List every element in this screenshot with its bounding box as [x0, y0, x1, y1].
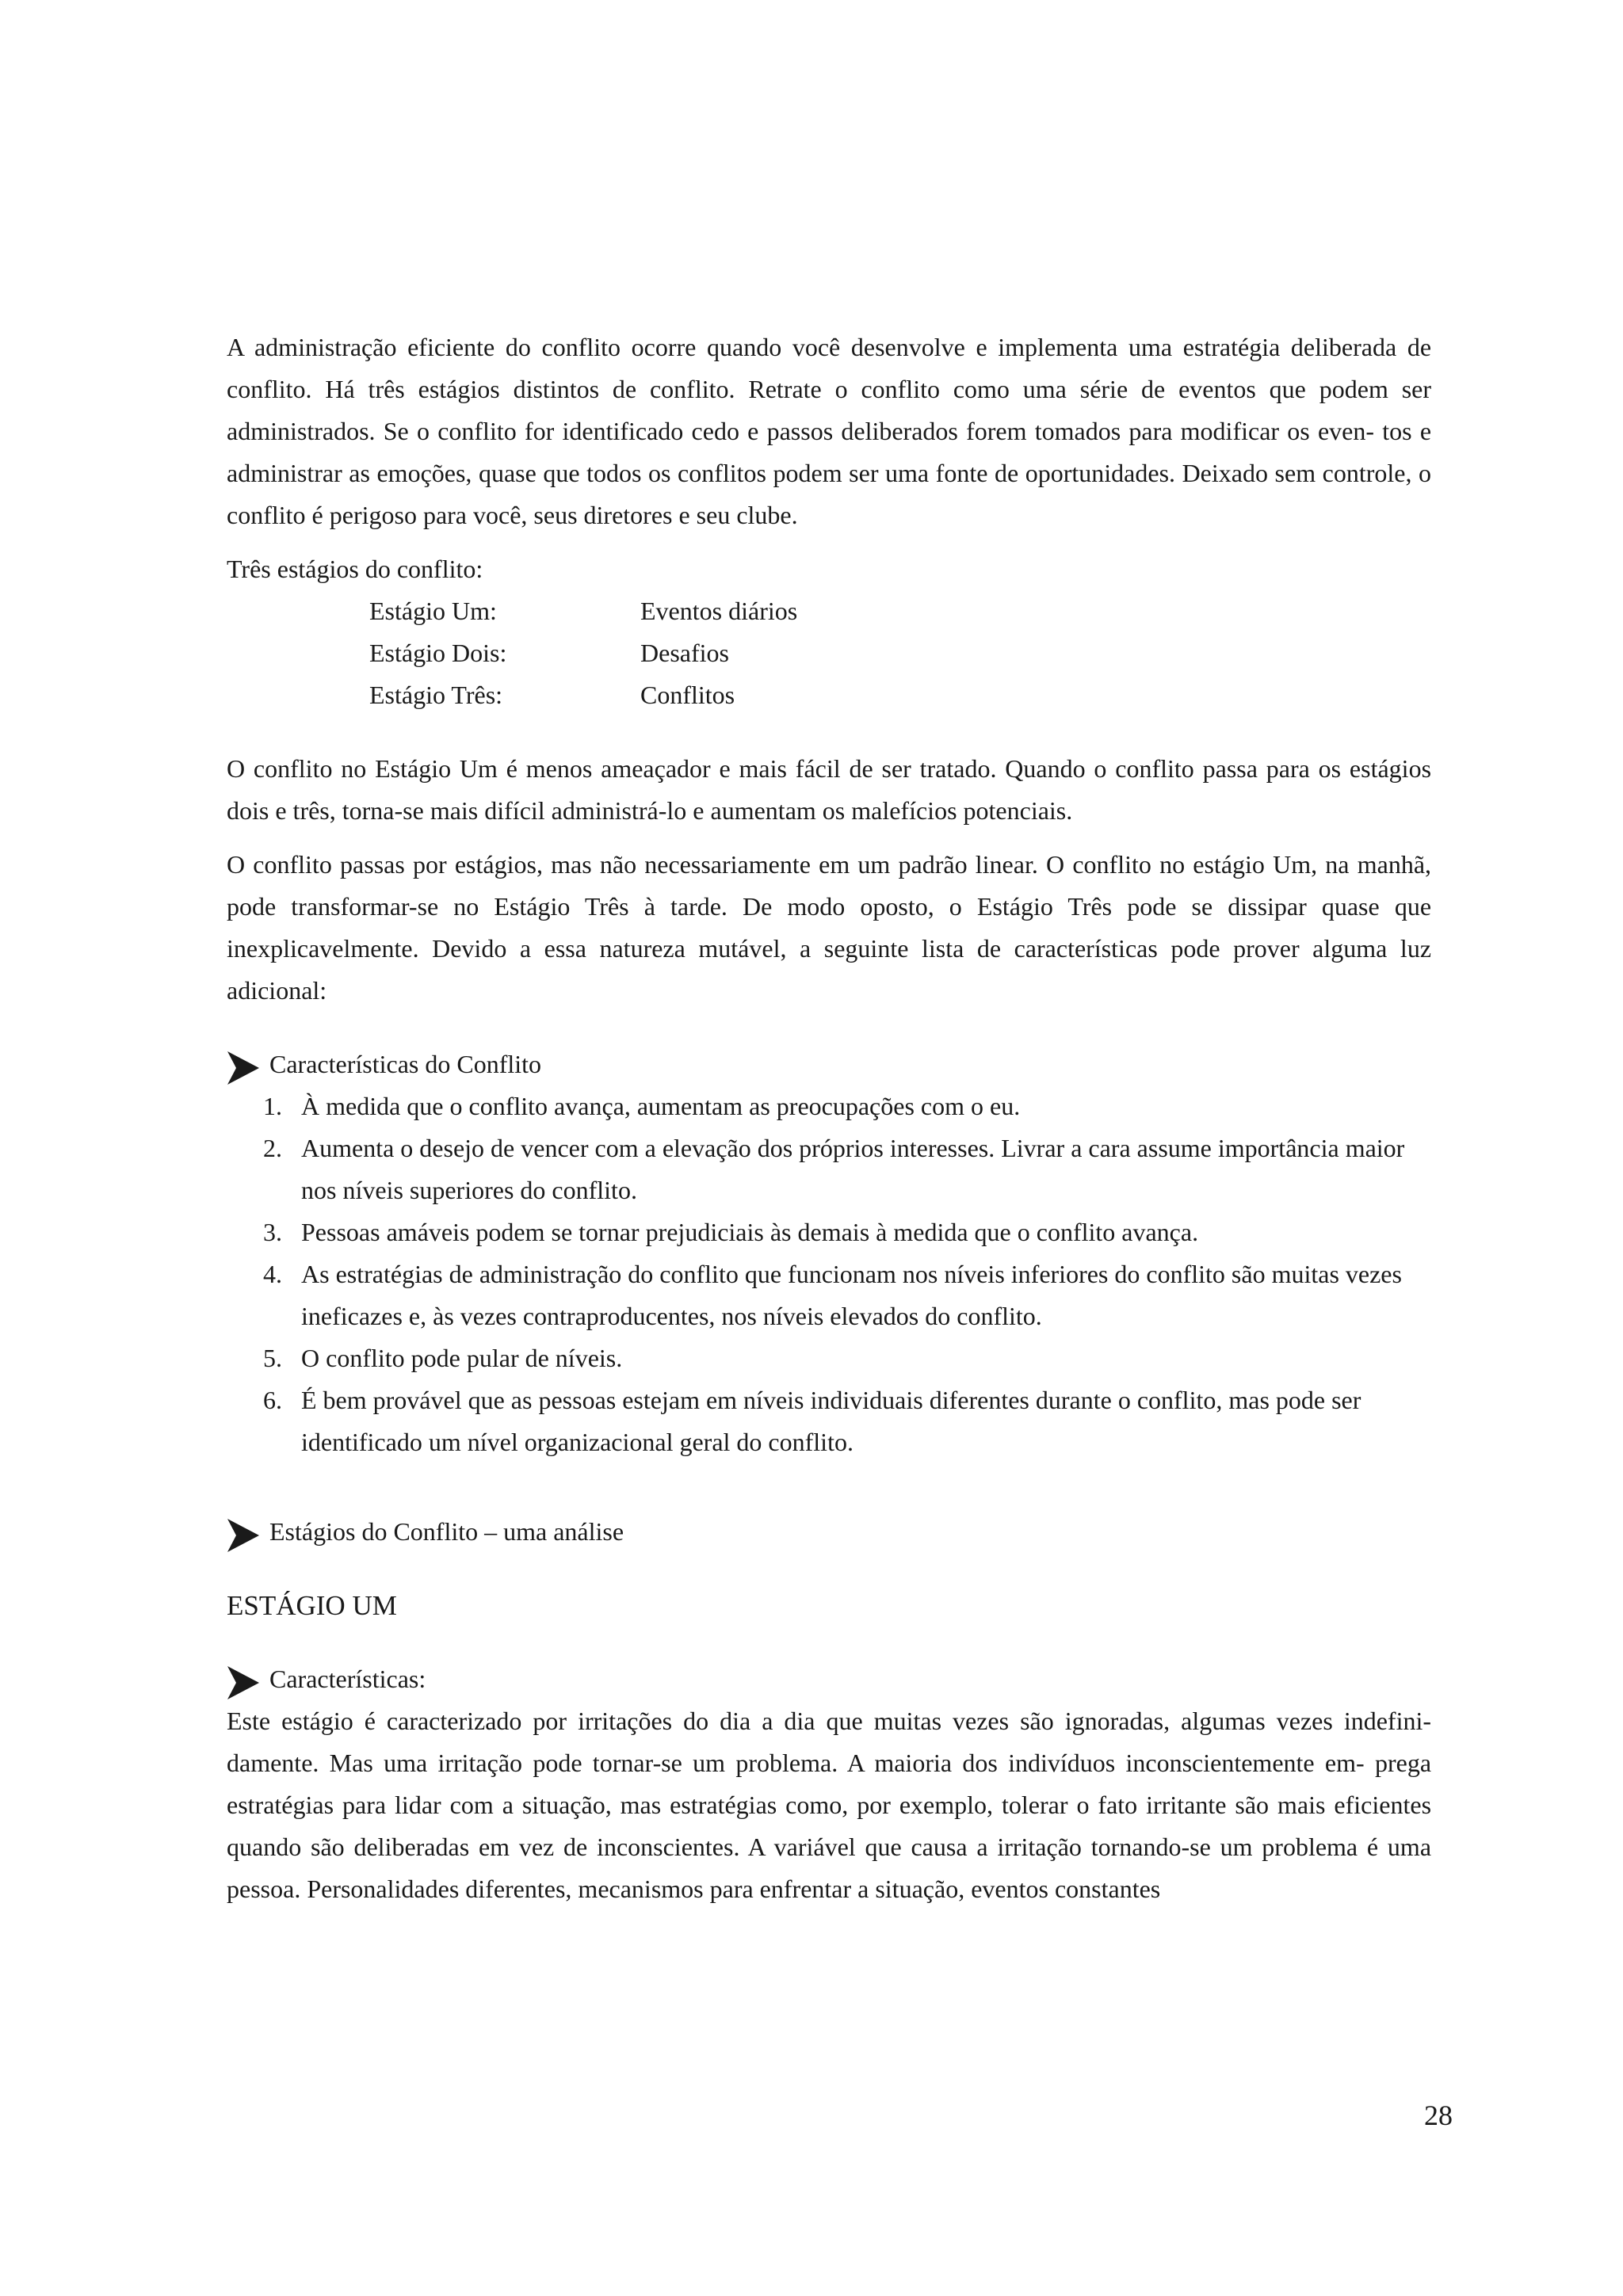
arrow-bullet-icon	[227, 1665, 260, 1700]
intro-paragraph	[227, 326, 1431, 536]
text-line: luz adicional:	[227, 934, 1432, 1005]
text-line: estágios dois e três, torna-se mais difícil administrá-lo e aumentam os malefícios potenciais.	[227, 754, 1432, 825]
text-line: O conflito no Estágio Um é menos ameaçador e mais fácil de ser tratado. Quando o conflito passa para os	[227, 754, 1342, 783]
list-text	[301, 1337, 1431, 1379]
stage-value: Conflitos	[640, 681, 735, 709]
text-line: damente. Mas uma irritação pode tornar-se um problema. A maioria dos indivíduos inconscientemente em-	[227, 1749, 1365, 1777]
stage-row	[369, 674, 1431, 716]
list-number: 1.	[263, 1092, 282, 1120]
text-line: que inexplicavelmente. Devido a essa natureza mutável, a seguinte lista de características pode prover alguma	[227, 892, 1432, 963]
text-line: À medida que o conflito avança, aumentam as preocupações com o eu.	[301, 1092, 1021, 1120]
heading-features	[227, 1658, 1431, 1700]
list-item	[263, 1379, 1431, 1463]
stage-value: Desafios	[640, 639, 729, 667]
text-line: sem controle, o conflito é perigoso para você, seus diretores e seu clube.	[227, 459, 1432, 529]
list-number: 2.	[263, 1134, 282, 1162]
stage-label: Estágio Um:	[369, 597, 497, 625]
text-line: A administração eficiente do conflito ocorre quando você desenvolve e implementa uma estratégia deliberada	[227, 333, 1397, 361]
text-line: administrados. Se o conflito for identificado cedo e passos deliberados forem tomados para modificar os even-	[227, 417, 1375, 445]
heading-text: Características:	[269, 1665, 426, 1693]
list-item	[263, 1127, 1431, 1211]
text-line: problema é uma pessoa. Personalidades diferentes, mecanismos para enfrentar a situação, eventos constantes	[227, 1833, 1432, 1903]
list-text	[301, 1127, 1431, 1211]
stages-table	[369, 590, 1431, 716]
stage-row	[369, 590, 1431, 632]
text-line: Pessoas amáveis podem se tornar prejudiciais às demais à medida que o conflito avança.	[301, 1218, 1199, 1246]
section-title: ESTÁGIO UM	[227, 1590, 397, 1621]
list-number: 6.	[263, 1386, 282, 1414]
stages-intro: Três estágios do conflito:	[227, 555, 483, 583]
stage-label: Estágio Três:	[369, 681, 503, 709]
text-line: vezes ineficazes e, às vezes contraproducentes, nos níveis elevados do conflito.	[301, 1260, 1402, 1330]
stage-row	[369, 632, 1431, 674]
text-line: identificado um nível organizacional geral do conflito.	[301, 1428, 854, 1456]
heading-stages-analysis	[227, 1511, 1431, 1553]
text-line: É bem provável que as pessoas estejam em níveis individuais diferentes durante o conflito, mas pode ser	[301, 1386, 1361, 1414]
list-item	[263, 1337, 1431, 1379]
list-item	[263, 1085, 1431, 1127]
list-item	[263, 1253, 1431, 1337]
text-line: maior nos níveis superiores do conflito.	[301, 1134, 1405, 1204]
list-text	[301, 1379, 1431, 1463]
text-line: O conflito pode pular de níveis.	[301, 1344, 623, 1372]
text-line: Aumenta o desejo de vencer com a elevação dos próprios interesses. Livrar a cara assume importância	[301, 1134, 1339, 1162]
list-text	[301, 1085, 1431, 1127]
heading-text: Características do Conflito	[269, 1050, 542, 1078]
page-content	[227, 326, 1431, 1910]
list-number: 4.	[263, 1260, 282, 1288]
arrow-bullet-icon	[227, 1518, 260, 1553]
text-line: Este estágio é caracterizado por irritações do dia a dia que muitas vezes são ignoradas, algumas vezes indefini-	[227, 1707, 1431, 1735]
page-number: 28	[1424, 2100, 1453, 2131]
paragraph-4	[227, 1700, 1431, 1910]
arrow-bullet-icon	[227, 1051, 260, 1085]
characteristics-list	[227, 1085, 1431, 1463]
stage-label: Estágio Dois:	[369, 639, 507, 667]
text-line: prega estratégias para lidar com a situação, mas estratégias como, por exemplo, tolerar o fato irritante são mais	[227, 1749, 1432, 1819]
list-text	[301, 1253, 1431, 1337]
list-number: 5.	[263, 1344, 282, 1372]
list-text	[301, 1211, 1431, 1253]
list-number: 3.	[263, 1218, 282, 1246]
heading-text: Estágios do Conflito – uma análise	[269, 1517, 624, 1546]
text-line: de conflito. Há três estágios distintos de conflito. Retrate o conflito como uma série de eventos que podem ser	[227, 333, 1432, 403]
paragraph-2	[227, 748, 1431, 832]
text-line: tos e administrar as emoções, quase que todos os conflitos podem ser uma fonte de oportunidades. Deixado	[227, 417, 1432, 487]
list-item	[263, 1211, 1431, 1253]
text-line: As estratégias de administração do conflito que funcionam nos níveis inferiores do conflito são muitas	[301, 1260, 1339, 1288]
text-line: eficientes quando são deliberadas em vez de inconscientes. A variável que causa a irritação tornando-se um	[227, 1791, 1432, 1861]
text-line: manhã, pode transformar-se no Estágio Três à tarde. De modo oposto, o Estágio Três pode se dissipar quase	[227, 850, 1432, 921]
text-line: O conflito passas por estágios, mas não necessariamente em um padrão linear. O conflito no estágio Um, na	[227, 850, 1350, 879]
heading-characteristics	[227, 1043, 1431, 1085]
paragraph-3	[227, 844, 1431, 1012]
stage-value: Eventos diários	[640, 597, 798, 625]
